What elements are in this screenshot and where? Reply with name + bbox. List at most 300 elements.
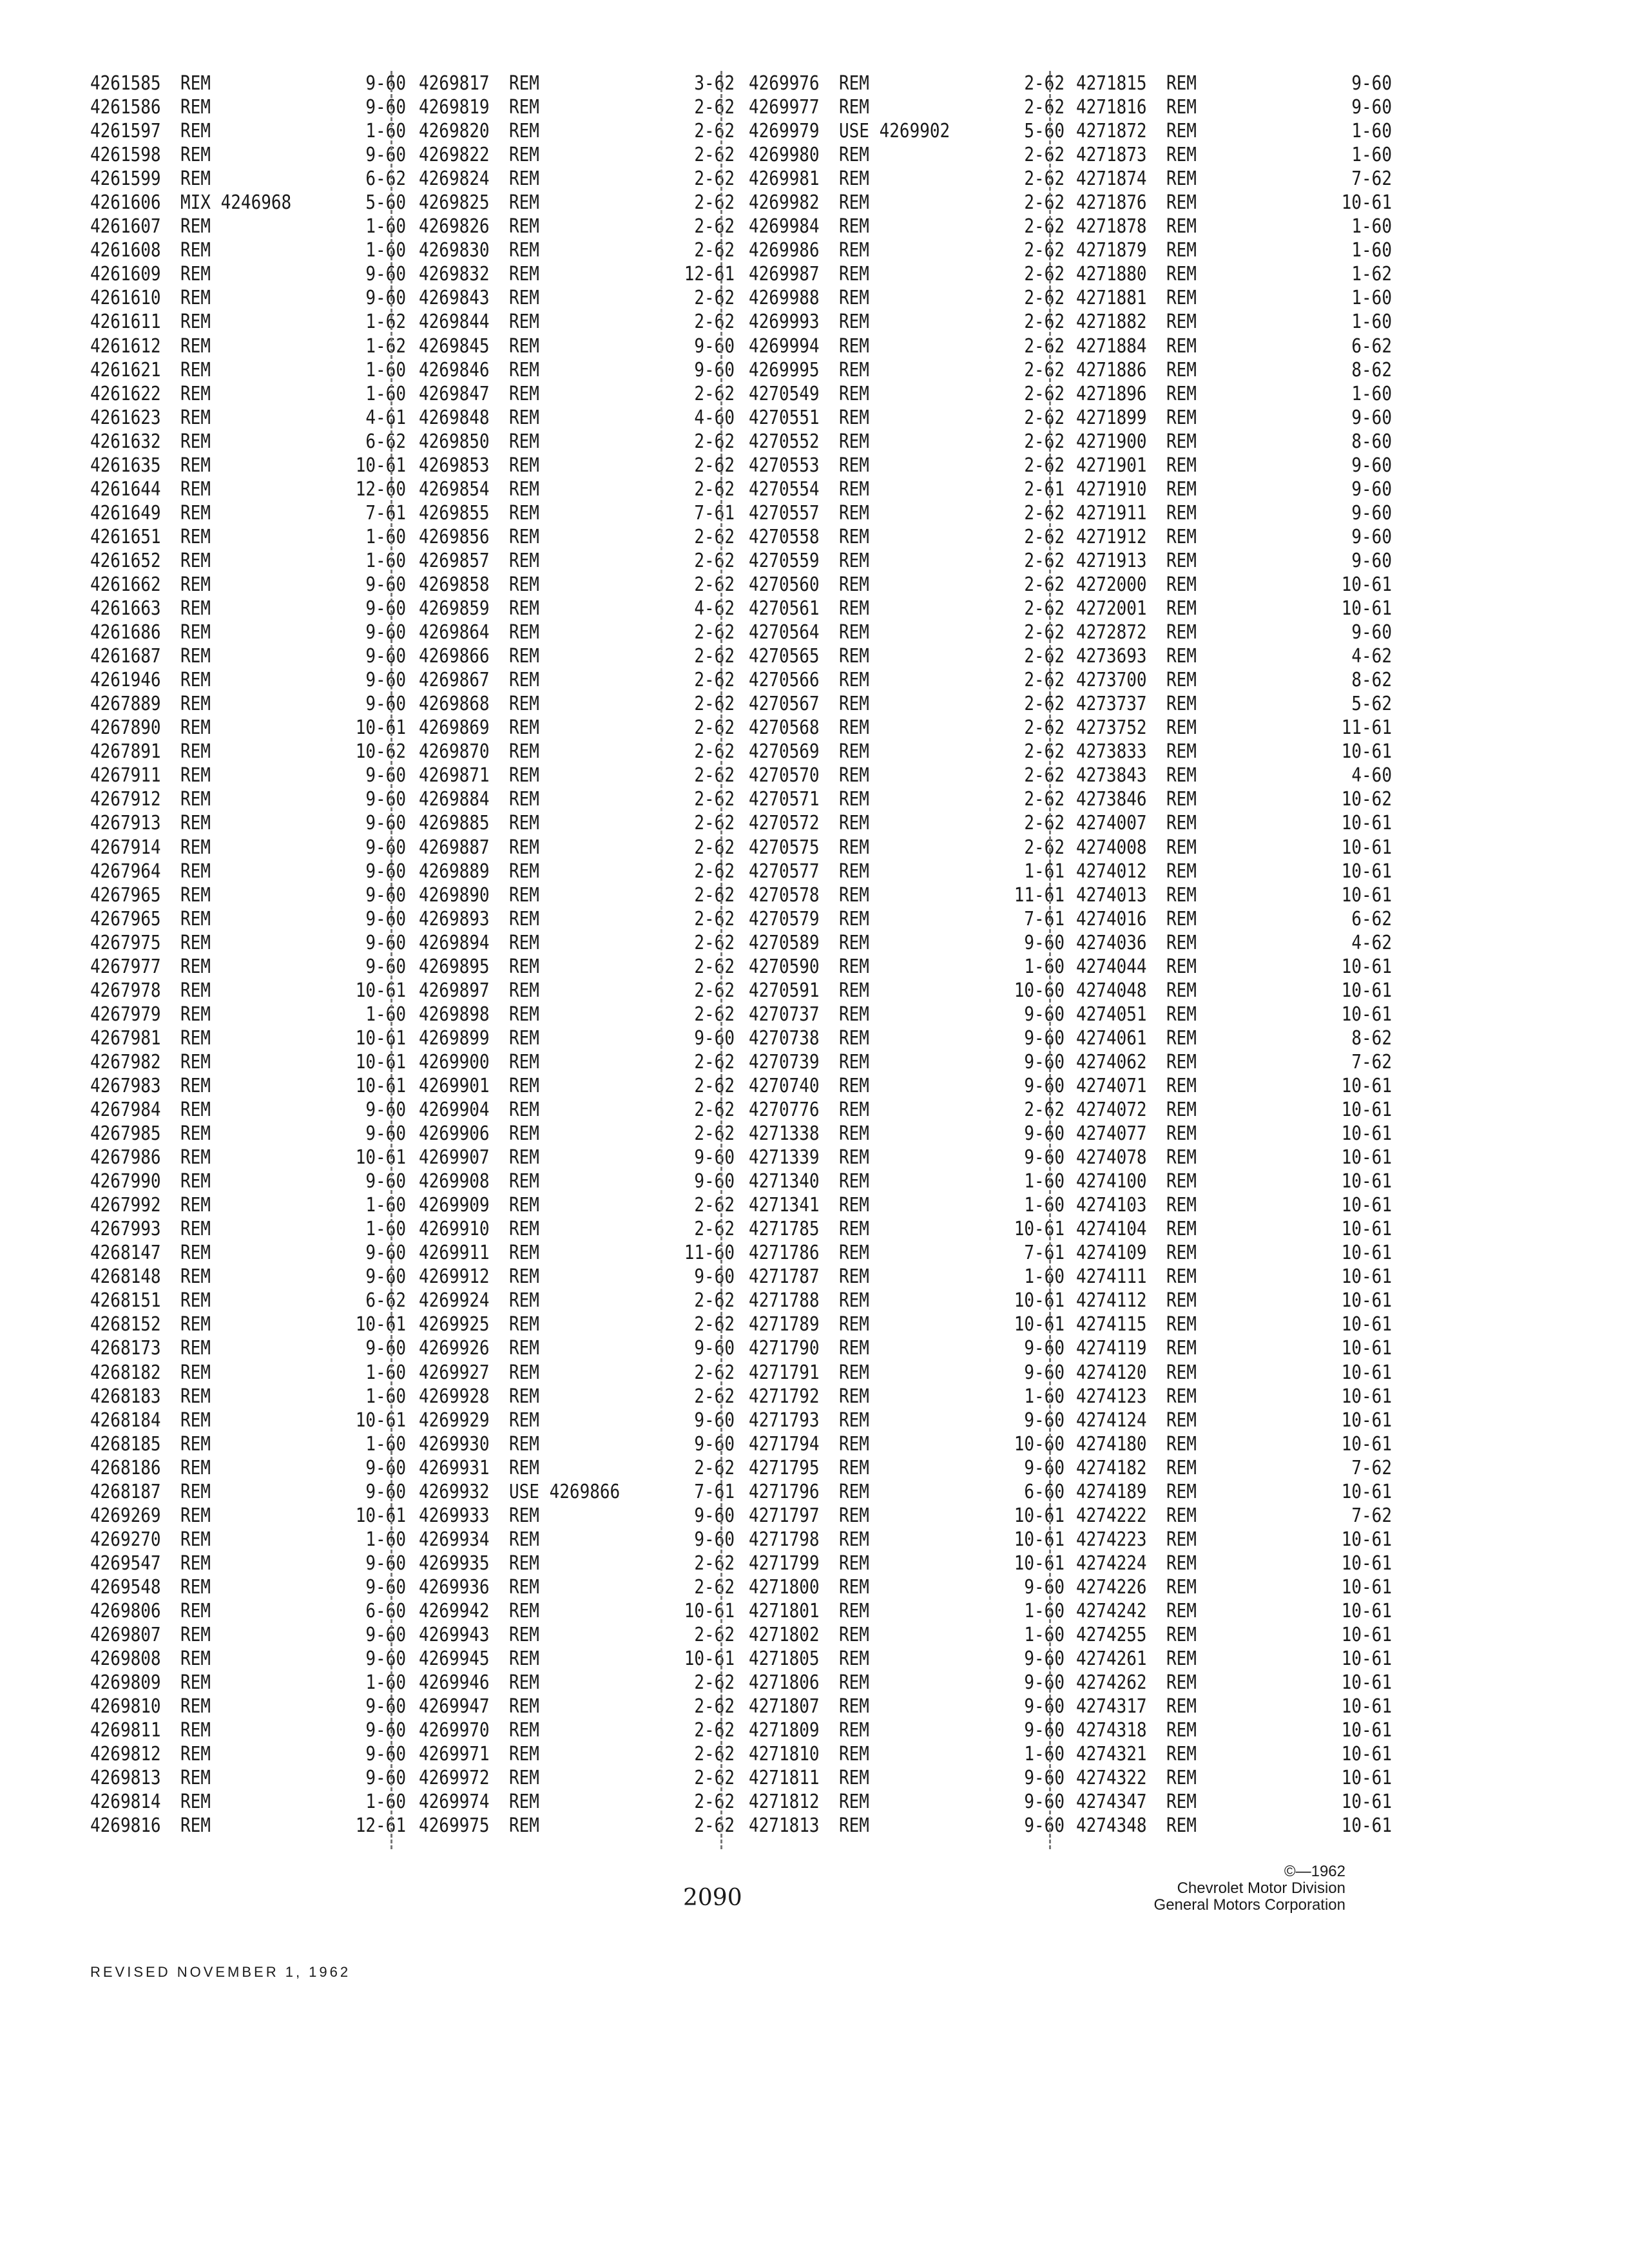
part-status: REM <box>509 1218 539 1241</box>
part-date: 1-60 <box>365 120 406 143</box>
part-status: REM <box>509 573 539 597</box>
part-status: REM <box>839 716 869 740</box>
part-date: 9-60 <box>1024 1457 1065 1479</box>
part-number: 4270739 <box>749 1051 820 1074</box>
part-number: 4271913 <box>1076 550 1147 573</box>
part-number: 4269995 <box>749 359 820 381</box>
part-status: REM <box>839 1385 869 1408</box>
part-number: 4271813 <box>749 1815 820 1838</box>
part-status: REM <box>839 1075 869 1098</box>
part-date: 2-62 <box>694 287 735 310</box>
part-date: 2-62 <box>694 1695 735 1718</box>
parts-row <box>749 405 1065 432</box>
part-number: 4269906 <box>419 1122 490 1146</box>
part-status: REM <box>1166 1242 1197 1265</box>
parts-row <box>1076 1360 1392 1387</box>
part-date: 2-62 <box>694 740 735 764</box>
parts-row <box>1076 1813 1392 1841</box>
part-number: 4268187 <box>90 1481 161 1503</box>
part-status: REM <box>1166 1314 1197 1336</box>
part-date: 1-60 <box>1024 956 1065 978</box>
parts-row <box>1076 882 1392 910</box>
parts-row <box>749 954 1065 981</box>
part-date: 9-60 <box>365 669 406 692</box>
part-date: 9-60 <box>1024 1815 1065 1838</box>
part-date: 2-62 <box>694 1743 735 1766</box>
part-number: 4274120 <box>1076 1361 1147 1384</box>
part-date: 2-62 <box>694 430 735 453</box>
part-date: 5-60 <box>365 191 406 215</box>
part-number: 4270554 <box>749 478 820 501</box>
part-date: 9-60 <box>1024 1361 1065 1384</box>
part-number: 4267911 <box>90 765 161 787</box>
part-number: 4269820 <box>419 120 490 143</box>
part-status: REM <box>180 1815 211 1838</box>
part-date: 1-60 <box>365 359 406 381</box>
part-date: 2-62 <box>694 716 735 740</box>
part-number: 4269858 <box>419 573 490 597</box>
part-date: 2-62 <box>694 836 735 859</box>
part-number: 4271801 <box>749 1600 820 1623</box>
part-status: REM <box>509 1576 539 1599</box>
copyright-year: ©—1962 <box>1284 1863 1345 1880</box>
part-number: 4271797 <box>749 1504 820 1527</box>
part-status: REM <box>839 1409 869 1432</box>
part-status: REM <box>509 1457 539 1479</box>
part-date: 4-62 <box>1351 645 1392 668</box>
part-status: REM <box>180 1194 211 1217</box>
part-status: REM <box>180 215 211 238</box>
part-date: 10-61 <box>1341 1218 1392 1241</box>
part-status: REM <box>180 1146 211 1169</box>
part-date: 12-61 <box>684 264 735 286</box>
part-date: 11-61 <box>1014 884 1065 907</box>
part-status: REM <box>180 1242 211 1265</box>
parts-row <box>419 834 735 862</box>
part-status: REM <box>1166 1624 1197 1647</box>
part-number: 4269945 <box>419 1648 490 1671</box>
part-number: 4269986 <box>749 239 820 262</box>
parts-row <box>419 333 735 361</box>
part-number: 4269943 <box>419 1624 490 1647</box>
part-status: REM <box>180 96 211 119</box>
part-status: REM <box>509 550 539 573</box>
part-date: 9-60 <box>694 1027 735 1050</box>
part-date: 2-62 <box>1024 311 1065 334</box>
part-number: 4261609 <box>90 264 161 286</box>
part-date: 2-62 <box>694 454 735 477</box>
part-status: REM <box>180 1099 211 1122</box>
parts-row <box>749 1407 1065 1435</box>
part-status: REM <box>839 72 869 95</box>
part-date: 1-60 <box>365 215 406 238</box>
parts-row <box>90 1455 406 1483</box>
part-number: 4267984 <box>90 1099 161 1122</box>
part-status: REM <box>509 1552 539 1575</box>
parts-row <box>749 858 1065 886</box>
part-number: 4271899 <box>1076 407 1147 429</box>
part-date: 8-62 <box>1351 1027 1392 1050</box>
part-number: 4271789 <box>749 1314 820 1336</box>
part-status: REM <box>509 144 539 167</box>
part-number: 4269870 <box>419 740 490 764</box>
part-number: 4269942 <box>419 1600 490 1623</box>
part-status: REM <box>839 407 869 429</box>
part-number: 4269925 <box>419 1314 490 1336</box>
part-date: 10-62 <box>355 740 406 764</box>
part-status: REM <box>1166 72 1197 95</box>
part-number: 4268173 <box>90 1338 161 1360</box>
part-number: 4269850 <box>419 430 490 453</box>
part-number: 4271802 <box>749 1624 820 1647</box>
part-number: 4267978 <box>90 979 161 1002</box>
part-status: REM <box>839 1457 869 1479</box>
part-status: REM <box>1166 215 1197 238</box>
parts-row <box>90 1360 406 1387</box>
part-status: REM <box>180 908 211 930</box>
part-status: REM <box>180 72 211 95</box>
part-number: 4269848 <box>419 407 490 429</box>
part-status: REM <box>1166 1409 1197 1432</box>
part-status: REM <box>509 1695 539 1718</box>
part-number: 4268183 <box>90 1385 161 1408</box>
part-number: 4274124 <box>1076 1409 1147 1432</box>
part-status: REM <box>509 478 539 501</box>
part-status: REM <box>839 1648 869 1671</box>
part-status: USE 4269902 <box>839 120 950 143</box>
part-status: REM <box>509 765 539 787</box>
part-date: 5-60 <box>1024 120 1065 143</box>
part-date: 2-62 <box>1024 836 1065 859</box>
part-date: 2-62 <box>694 1290 735 1312</box>
part-number: 4269927 <box>419 1361 490 1384</box>
part-number: 4269869 <box>419 716 490 740</box>
part-number: 4269884 <box>419 789 490 811</box>
part-status: REM <box>839 597 869 620</box>
part-number: 4271901 <box>1076 454 1147 477</box>
part-date: 1-60 <box>1024 1194 1065 1217</box>
part-status: REM <box>839 1194 869 1217</box>
part-status: REM <box>509 1242 539 1265</box>
part-status: REM <box>180 1361 211 1384</box>
part-number: 4269974 <box>419 1791 490 1814</box>
part-status: REM <box>1166 860 1197 883</box>
parts-row <box>749 834 1065 862</box>
part-date: 2-62 <box>694 860 735 883</box>
part-date: 1-60 <box>1351 239 1392 262</box>
part-number: 4274222 <box>1076 1504 1147 1527</box>
part-date: 7-62 <box>1351 168 1392 191</box>
part-status: REM <box>1166 1433 1197 1456</box>
part-number: 4271910 <box>1076 478 1147 501</box>
part-date: 2-62 <box>694 1099 735 1122</box>
part-number: 4269866 <box>419 645 490 668</box>
part-status: REM <box>180 836 211 859</box>
part-date: 9-60 <box>1351 621 1392 644</box>
part-status: REM <box>1166 1791 1197 1814</box>
part-date: 10-61 <box>1341 884 1392 907</box>
part-date: 8-60 <box>1351 430 1392 453</box>
part-status: REM <box>180 1051 211 1074</box>
part-number: 4269847 <box>419 383 490 405</box>
part-date: 7-61 <box>1024 908 1065 930</box>
part-status: REM <box>839 239 869 262</box>
part-number: 4274104 <box>1076 1218 1147 1241</box>
parts-row <box>419 476 735 504</box>
part-number: 4271340 <box>749 1170 820 1193</box>
part-number: 4269933 <box>419 1504 490 1527</box>
part-number: 4270568 <box>749 716 820 740</box>
part-date: 2-62 <box>694 526 735 549</box>
part-date: 10-62 <box>1341 789 1392 811</box>
parts-row <box>419 1431 735 1459</box>
part-date: 9-60 <box>1024 1051 1065 1074</box>
part-date: 2-62 <box>694 168 735 191</box>
parts-row <box>419 1813 735 1841</box>
part-status: REM <box>509 1122 539 1146</box>
part-date: 2-62 <box>694 765 735 787</box>
part-number: 4274119 <box>1076 1338 1147 1360</box>
part-status: REM <box>509 908 539 930</box>
part-number: 4268185 <box>90 1433 161 1456</box>
part-date: 4-61 <box>365 407 406 429</box>
part-status: REM <box>180 1338 211 1360</box>
part-number: 4274051 <box>1076 1003 1147 1026</box>
part-date: 10-61 <box>1341 1075 1392 1098</box>
part-status: REM <box>180 1504 211 1527</box>
part-date: 10-61 <box>1341 1600 1392 1623</box>
part-number: 4269819 <box>419 96 490 119</box>
part-status: REM <box>180 669 211 692</box>
part-date: 2-62 <box>694 1361 735 1384</box>
part-date: 10-61 <box>1341 979 1392 1002</box>
part-date: 10-61 <box>1341 1791 1392 1814</box>
parts-row <box>90 1479 406 1506</box>
part-status: REM <box>1166 1504 1197 1527</box>
part-date: 10-61 <box>355 979 406 1002</box>
part-number: 4271805 <box>749 1648 820 1671</box>
part-date: 6-62 <box>1351 335 1392 358</box>
part-status: REM <box>839 383 869 405</box>
part-date: 1-61 <box>1024 860 1065 883</box>
part-status: REM <box>839 1433 869 1456</box>
part-number: 4271882 <box>1076 311 1147 334</box>
part-date: 9-60 <box>365 908 406 930</box>
part-date: 2-62 <box>1024 740 1065 764</box>
part-date: 2-62 <box>1024 716 1065 740</box>
part-date: 10-61 <box>1341 812 1392 835</box>
part-date: 2-62 <box>1024 383 1065 405</box>
part-date: 10-61 <box>1014 1314 1065 1336</box>
part-status: REM <box>509 1290 539 1312</box>
part-date: 2-62 <box>1024 645 1065 668</box>
part-date: 9-60 <box>1351 96 1392 119</box>
part-status: REM <box>839 1051 869 1074</box>
part-date: 10-61 <box>1341 1266 1392 1289</box>
part-date: 9-60 <box>1024 1671 1065 1695</box>
parts-row <box>90 977 406 1005</box>
part-status: REM <box>839 287 869 310</box>
parts-row <box>749 977 1065 1005</box>
part-status: REM <box>180 1481 211 1503</box>
part-number: 4270559 <box>749 550 820 573</box>
part-status: REM <box>509 956 539 978</box>
part-number: 4274224 <box>1076 1552 1147 1575</box>
parts-row <box>90 1336 406 1363</box>
part-date: 1-60 <box>365 1003 406 1026</box>
part-number: 4268147 <box>90 1242 161 1265</box>
part-date: 2-62 <box>1024 96 1065 119</box>
part-status: REM <box>839 1290 869 1312</box>
part-status: REM <box>839 1671 869 1695</box>
part-number: 4269909 <box>419 1194 490 1217</box>
part-number: 4271911 <box>1076 502 1147 525</box>
part-date: 2-62 <box>1024 72 1065 95</box>
part-status: REM <box>509 1504 539 1527</box>
part-status: REM <box>509 383 539 405</box>
part-date: 11-61 <box>1341 716 1392 740</box>
part-status: REM <box>839 215 869 238</box>
part-number: 4261652 <box>90 550 161 573</box>
part-date: 10-61 <box>355 454 406 477</box>
part-status: REM <box>509 239 539 262</box>
part-date: 2-62 <box>694 120 735 143</box>
part-number: 4270557 <box>749 502 820 525</box>
part-number: 4273737 <box>1076 693 1147 716</box>
part-number: 4261651 <box>90 526 161 549</box>
part-status: REM <box>180 1385 211 1408</box>
part-status: REM <box>1166 478 1197 501</box>
part-status: REM <box>509 72 539 95</box>
part-status: REM <box>509 120 539 143</box>
part-number: 4269889 <box>419 860 490 883</box>
part-status: REM <box>180 264 211 286</box>
part-status: REM <box>509 1528 539 1552</box>
part-date: 2-62 <box>1024 430 1065 453</box>
part-status: REM <box>509 526 539 549</box>
part-number: 4269924 <box>419 1290 490 1312</box>
part-date: 9-60 <box>1024 1027 1065 1050</box>
parts-row <box>90 1407 406 1435</box>
parts-column-3 <box>749 72 1065 1838</box>
part-number: 4270553 <box>749 454 820 477</box>
part-number: 4261611 <box>90 311 161 334</box>
part-status: REM <box>180 1266 211 1289</box>
part-number: 4271790 <box>749 1338 820 1360</box>
part-date: 1-60 <box>1024 1743 1065 1766</box>
part-date: 9-60 <box>365 1457 406 1479</box>
part-status: REM <box>839 789 869 811</box>
part-status: REM <box>509 1075 539 1098</box>
part-number: 4269854 <box>419 478 490 501</box>
part-date: 9-60 <box>1024 1719 1065 1742</box>
part-status: REM <box>839 860 869 883</box>
part-date: 10-61 <box>1341 1314 1392 1336</box>
part-status: REM <box>1166 1266 1197 1289</box>
part-status: REM <box>839 645 869 668</box>
part-status: REM <box>180 1743 211 1766</box>
part-status: REM <box>180 812 211 835</box>
part-status: REM <box>180 550 211 573</box>
part-number: 4269887 <box>419 836 490 859</box>
part-number: 4269911 <box>419 1242 490 1265</box>
part-date: 1-62 <box>365 311 406 334</box>
part-number: 4269814 <box>90 1791 161 1814</box>
parts-row <box>1076 381 1392 408</box>
part-number: 4270565 <box>749 645 820 668</box>
part-status: REM <box>1166 407 1197 429</box>
part-number: 4261687 <box>90 645 161 668</box>
part-status: REM <box>1166 1719 1197 1742</box>
part-number: 4267983 <box>90 1075 161 1098</box>
part-status: REM <box>839 836 869 859</box>
part-status: REM <box>509 860 539 883</box>
part-date: 10-61 <box>1341 1433 1392 1456</box>
part-status: REM <box>509 1624 539 1647</box>
part-status: REM <box>1166 1552 1197 1575</box>
part-status: REM <box>839 478 869 501</box>
part-date: 10-61 <box>1341 597 1392 620</box>
part-number: 4261623 <box>90 407 161 429</box>
part-status: REM <box>509 812 539 835</box>
part-status: REM <box>509 1409 539 1432</box>
part-status: REM <box>180 1695 211 1718</box>
part-status: REM <box>839 1003 869 1026</box>
part-number: 4274103 <box>1076 1194 1147 1217</box>
part-number: 4270569 <box>749 740 820 764</box>
parts-row <box>1076 1479 1392 1506</box>
part-status: REM <box>839 1719 869 1742</box>
column-divider <box>720 71 722 1849</box>
part-status: REM <box>1166 1671 1197 1695</box>
part-date: 9-60 <box>1024 1767 1065 1790</box>
part-date: 9-60 <box>694 335 735 358</box>
part-number: 4269926 <box>419 1338 490 1360</box>
part-date: 10-61 <box>1341 1122 1392 1146</box>
part-status: REM <box>1166 1361 1197 1384</box>
part-date: 2-62 <box>694 979 735 1002</box>
part-date: 1-60 <box>1024 1266 1065 1289</box>
part-status: REM <box>509 1791 539 1814</box>
part-date: 1-62 <box>365 335 406 358</box>
revised-date: REVISED NOVEMBER 1, 1962 <box>90 1964 351 1980</box>
part-date: 10-61 <box>1341 1552 1392 1575</box>
part-number: 4273700 <box>1076 669 1147 692</box>
part-number: 4269868 <box>419 693 490 716</box>
part-status: REM <box>180 1767 211 1790</box>
part-number: 4274071 <box>1076 1075 1147 1098</box>
part-date: 9-60 <box>1024 1648 1065 1671</box>
part-status: REM <box>1166 1457 1197 1479</box>
part-status: REM <box>1166 1385 1197 1408</box>
parts-row <box>1076 357 1392 385</box>
part-status: REM <box>509 1361 539 1384</box>
part-date: 10-61 <box>1341 1719 1392 1742</box>
part-status: REM <box>180 1433 211 1456</box>
part-date: 10-61 <box>355 1409 406 1432</box>
part-date: 9-60 <box>1351 407 1392 429</box>
part-status: REM <box>1166 1481 1197 1503</box>
part-number: 4274348 <box>1076 1815 1147 1838</box>
part-number: 4272001 <box>1076 597 1147 620</box>
part-number: 4274180 <box>1076 1433 1147 1456</box>
part-date: 2-62 <box>1024 359 1065 381</box>
part-date: 9-60 <box>365 765 406 787</box>
part-status: REM <box>1166 812 1197 835</box>
part-status: REM <box>509 264 539 286</box>
part-status: REM <box>1166 502 1197 525</box>
part-date: 2-62 <box>1024 287 1065 310</box>
